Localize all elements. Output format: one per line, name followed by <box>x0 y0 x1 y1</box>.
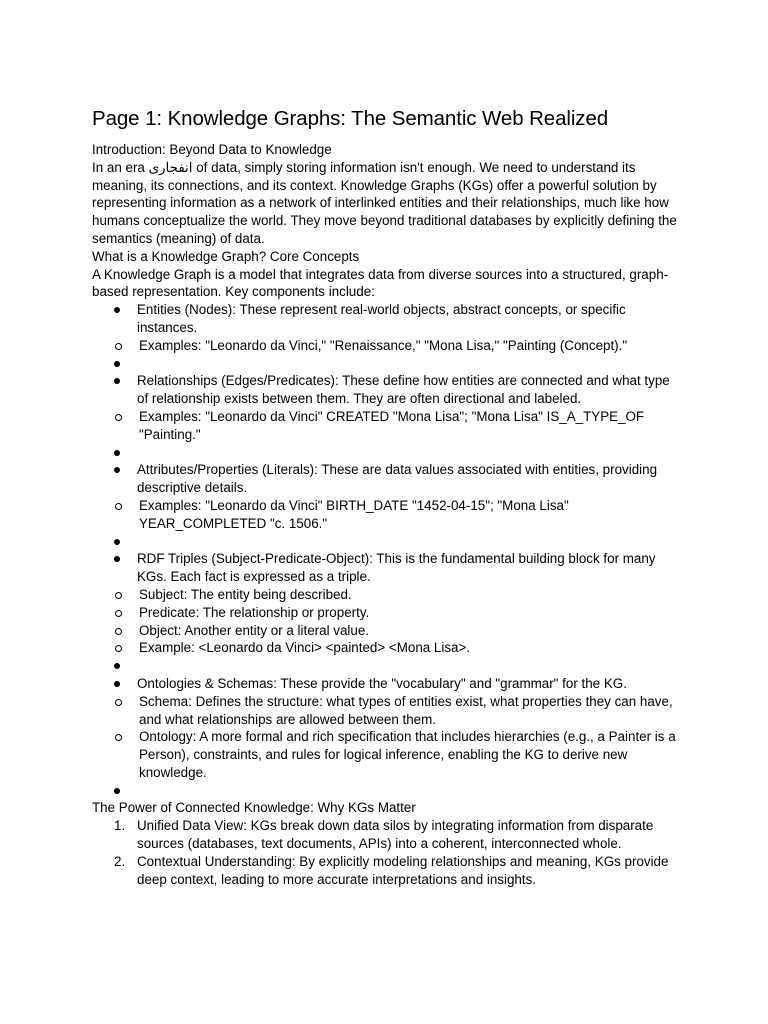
circle-bullet-icon <box>115 645 122 652</box>
sub-list-item <box>92 639 682 657</box>
list-item <box>92 461 682 497</box>
list-item <box>92 675 682 693</box>
list-item-text: RDF Triples (Subject-Predicate-Object): This is the fundamental building block for many KGs. Each fact is expressed as a triple. <box>137 551 656 585</box>
numbered-list-item <box>92 853 682 889</box>
sub-list-item-text: Example: <Leonardo da Vinci> <painted> <Mona Lisa>. <box>139 640 471 656</box>
page-title: Page 1: Knowledge Graphs: The Semantic Web Realized <box>92 107 609 130</box>
list-item-text: Attributes/Properties (Literals): These are data values associated with entities, providing descriptive details. <box>137 462 658 496</box>
sub-list-item <box>92 337 682 355</box>
sub-list-item-text: Ontology: A more formal and rich specification that includes hierarchies (e.g., a Painter is a Person), constraints, and rules for logical inference, enabling the KG to derive new knowledge. <box>139 729 676 780</box>
list-number: 2. <box>114 853 126 869</box>
sub-list-item-text: Schema: Defines the structure: what types of entities exist, what properties they can have, and what relationships are allowed between them. <box>139 693 673 727</box>
empty-list-item <box>92 444 682 462</box>
power-heading: The Power of Connected Knowledge: Why KGs Matter <box>92 800 416 816</box>
list-number: 1. <box>114 818 126 834</box>
sub-list-item-text: Examples: "Leonardo da Vinci" CREATED "Mona Lisa"; "Mona Lisa" IS_A_TYPE_OF "Painting." <box>139 408 645 442</box>
list-item <box>92 301 682 337</box>
document-body <box>92 141 682 888</box>
intro-heading: Introduction: Beyond Data to Knowledge <box>92 142 332 157</box>
empty-list-item <box>92 355 682 373</box>
intro-paragraph: In an era انفجاری of data, simply storing information isn't enough. We need to understand its meaning, its connections, and its context. Knowledge Graphs (KGs) offer a powerful solution by representing information as a network of interlinked entities and their relationships, much like how humans conceptualize the world. They move beyond traditional databases by explicitly defining the semantics (meaning) of data. <box>92 159 677 246</box>
circle-bullet-icon <box>115 343 122 350</box>
numbered-list-item-text: Unified Data View: KGs break down data silos by integrating information from disparate sources (databases, text documents, APIs) into a coherent, interconnected whole. <box>137 818 654 852</box>
sub-list-item-text: Subject: The entity being described. <box>139 586 352 602</box>
circle-bullet-icon <box>115 592 122 599</box>
core-paragraph: A Knowledge Graph is a model that integrates data from diverse sources into a structured, graph-based representation. Key components include: <box>92 266 669 300</box>
list-item-text: Relationships (Edges/Predicates): These define how entities are connected and what type of relationship exists between them. They are often directional and labeled. <box>137 373 670 407</box>
empty-list-item <box>92 657 682 675</box>
circle-bullet-icon <box>115 610 122 617</box>
sub-list-item <box>92 586 682 604</box>
circle-bullet-icon <box>115 734 122 741</box>
empty-list-item <box>92 533 682 551</box>
document-page <box>92 106 682 888</box>
sub-list-item-text: Examples: "Leonardo da Vinci" BIRTH_DATE "1452-04-15"; "Mona Lisa" YEAR_COMPLETED "c. 1506." <box>139 497 569 531</box>
sub-list-item <box>92 693 682 729</box>
circle-bullet-icon <box>115 628 122 635</box>
sub-list-item <box>92 604 682 622</box>
list-item-text: Entities (Nodes): These represent real-world objects, abstract concepts, or specific instances. <box>137 302 626 335</box>
sub-list-item <box>92 728 682 781</box>
power-list <box>92 817 682 888</box>
numbered-list-item-text: Contextual Understanding: By explicitly modeling relationships and meaning, KGs provide deep context, leading to more accurate interpretations and insights. <box>137 853 669 887</box>
empty-list-item <box>92 782 682 800</box>
sub-list-item-text: Examples: "Leonardo da Vinci," "Renaissance," "Mona Lisa," "Painting (Concept)." <box>139 337 628 353</box>
circle-bullet-icon <box>115 414 122 421</box>
sub-list-item <box>92 622 682 640</box>
list-item-text: Ontologies & Schemas: These provide the "vocabulary" and "grammar" for the KG. <box>137 675 627 691</box>
numbered-list-item <box>92 817 682 853</box>
sub-list-item-text: Predicate: The relationship or property. <box>139 604 370 620</box>
sub-list-item-text: Object: Another entity or a literal value. <box>139 622 369 638</box>
core-heading: What is a Knowledge Graph? Core Concepts <box>92 248 360 264</box>
sub-list-item <box>92 408 682 444</box>
components-list <box>92 301 682 799</box>
list-item <box>92 372 682 408</box>
sub-list-item <box>92 497 682 533</box>
circle-bullet-icon <box>115 503 122 510</box>
circle-bullet-icon <box>115 699 122 706</box>
list-item <box>92 550 682 586</box>
